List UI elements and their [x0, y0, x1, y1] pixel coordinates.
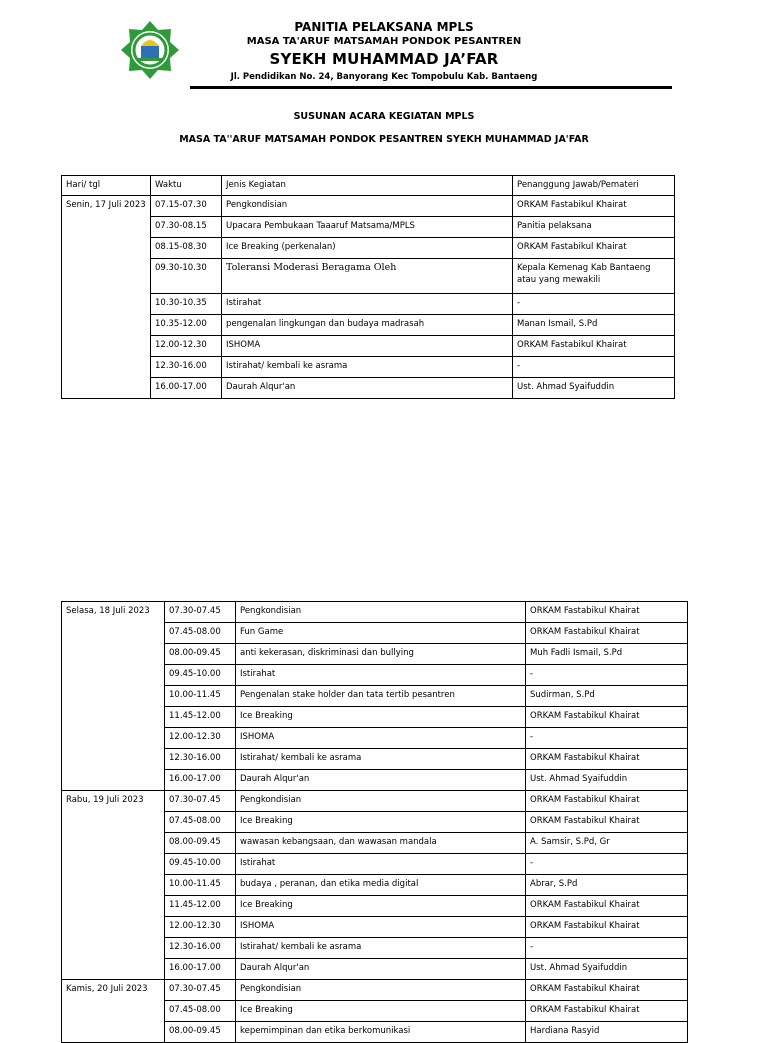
activity-cell: Daurah Alqur'an	[236, 959, 526, 980]
time-cell: 12.30-16.00	[165, 749, 236, 770]
time-cell: 10.00-11.45	[165, 686, 236, 707]
time-cell: 07.30-07.45	[165, 791, 236, 812]
responsible-cell: ORKAM Fastabikul Khairat	[526, 623, 688, 644]
table-row	[62, 357, 675, 378]
activity-cell: Ice Breaking	[236, 1001, 526, 1022]
time-cell: 07.45-08.00	[165, 1001, 236, 1022]
time-cell: 12.00-12.30	[165, 917, 236, 938]
document-subtitle: MASA TA''ARUF MATSAMAH PONDOK PESANTREN SYEKH MUHAMMAD JA'FAR	[179, 134, 589, 145]
responsible-cell: Muh Fadli Ismail, S.Pd	[526, 644, 688, 665]
header-day: Hari/ tgl	[62, 176, 151, 196]
activity-cell: Istirahat/ kembali ke asrama	[236, 938, 526, 959]
responsible-cell: ORKAM Fastabikul Khairat	[526, 749, 688, 770]
time-cell: 16.00-17.00	[151, 378, 222, 399]
institution-address: Jl. Pendidikan No. 24, Banyorang Kec Tompobulu Kab. Bantaeng	[230, 72, 538, 82]
schedule-table-continued	[61, 601, 688, 1043]
day-cell: Rabu, 19 Juli 2023	[62, 791, 165, 980]
activity-cell: Ice Breaking (perkenalan)	[222, 238, 513, 259]
table-row	[62, 259, 675, 294]
time-cell: 12.30-16.00	[165, 938, 236, 959]
table-header-row	[62, 176, 675, 196]
letterhead	[0, 0, 768, 92]
time-cell: 07.30-07.45	[165, 980, 236, 1001]
institution-name: SYEKH MUHAMMAD JA’FAR	[269, 50, 499, 68]
time-cell: 10.30-10.35	[151, 294, 222, 315]
event-name: MASA TA'ARUF MATSAMAH PONDOK PESANTREN	[246, 36, 522, 47]
activity-cell: Ice Breaking	[236, 812, 526, 833]
table-row	[62, 336, 675, 357]
committee-name: PANITIA PELAKSANA MPLS	[294, 20, 474, 34]
table-row	[62, 294, 675, 315]
day-cell: Kamis, 20 Juli 2023	[62, 980, 165, 1043]
responsible-cell: Ust. Ahmad Syaifuddin	[526, 770, 688, 791]
responsible-cell: Ust. Ahmad Syaifuddin	[513, 378, 675, 399]
activity-cell: Upacara Pembukaan Taaaruf Matsama/MPLS	[222, 217, 513, 238]
activity-cell: Pengkondisian	[236, 602, 526, 623]
responsible-cell: ORKAM Fastabikul Khairat	[526, 917, 688, 938]
table-row	[62, 196, 675, 217]
time-cell: 12.00-12.30	[165, 728, 236, 749]
header-responsible: Penanggung Jawab/Pemateri	[513, 176, 675, 196]
time-cell: 09.45-10.00	[165, 854, 236, 875]
responsible-cell: -	[526, 854, 688, 875]
table-row	[62, 602, 688, 623]
time-cell: 07.45-08.00	[165, 623, 236, 644]
responsible-cell: ORKAM Fastabikul Khairat	[526, 1001, 688, 1022]
table-row	[62, 791, 688, 812]
activity-cell: Ice Breaking	[236, 707, 526, 728]
activity-cell: Istirahat/ kembali ke asrama	[236, 749, 526, 770]
responsible-cell: Kepala Kemenag Kab Bantaeng atau yang mewakili	[513, 259, 675, 294]
table-row	[62, 980, 688, 1001]
time-cell: 07.15-07.30	[151, 196, 222, 217]
activity-cell: Istirahat	[236, 665, 526, 686]
activity-cell: Pengkondisian	[236, 980, 526, 1001]
activity-cell: Daurah Alqur'an	[236, 770, 526, 791]
responsible-cell: ORKAM Fastabikul Khairat	[513, 196, 675, 217]
responsible-cell: Manan Ismail, S.Pd	[513, 315, 675, 336]
header-divider	[190, 86, 672, 89]
day-cell: Selasa, 18 Juli 2023	[62, 602, 165, 791]
time-cell: 16.00-17.00	[165, 959, 236, 980]
responsible-cell: ORKAM Fastabikul Khairat	[526, 812, 688, 833]
activity-cell: Daurah Alqur'an	[222, 378, 513, 399]
responsible-cell: ORKAM Fastabikul Khairat	[513, 336, 675, 357]
document-title: SUSUNAN ACARA KEGIATAN MPLS	[293, 111, 475, 122]
time-cell: 09.45-10.00	[165, 665, 236, 686]
time-cell: 08.00-09.45	[165, 644, 236, 665]
responsible-cell: ORKAM Fastabikul Khairat	[526, 602, 688, 623]
header-time: Waktu	[151, 176, 222, 196]
activity-cell: Istirahat	[236, 854, 526, 875]
responsible-cell: -	[526, 728, 688, 749]
time-cell: 16.00-17.00	[165, 770, 236, 791]
activity-cell: anti kekerasan, diskriminasi dan bullying	[236, 644, 526, 665]
table-row	[62, 378, 675, 399]
activity-cell: Toleransi Moderasi Beragama Oleh	[222, 259, 513, 294]
responsible-cell: ORKAM Fastabikul Khairat	[526, 896, 688, 917]
responsible-cell: -	[513, 357, 675, 378]
table-row	[62, 315, 675, 336]
time-cell: 10.00-11.45	[165, 875, 236, 896]
activity-cell: Istirahat	[222, 294, 513, 315]
time-cell: 08.00-09.45	[165, 1022, 236, 1043]
responsible-cell: A. Samsir, S.Pd, Gr	[526, 833, 688, 854]
responsible-cell: -	[526, 665, 688, 686]
responsible-cell: Ust. Ahmad Syaifuddin	[526, 959, 688, 980]
activity-cell: Pengkondisian	[222, 196, 513, 217]
time-cell: 12.00-12.30	[151, 336, 222, 357]
responsible-cell: Sudirman, S.Pd	[526, 686, 688, 707]
time-cell: 08.00-09.45	[165, 833, 236, 854]
time-cell: 11.45-12.00	[165, 707, 236, 728]
activity-cell: wawasan kebangsaan, dan wawasan mandala	[236, 833, 526, 854]
responsible-cell: Hardiana Rasyid	[526, 1022, 688, 1043]
responsible-cell: ORKAM Fastabikul Khairat	[513, 238, 675, 259]
time-cell: 09.30-10.30	[151, 259, 222, 294]
activity-cell: Ice Breaking	[236, 896, 526, 917]
time-cell: 12.30-16.00	[151, 357, 222, 378]
responsible-cell: -	[526, 938, 688, 959]
responsible-cell: -	[513, 294, 675, 315]
responsible-cell: ORKAM Fastabikul Khairat	[526, 980, 688, 1001]
activity-cell: Fun Game	[236, 623, 526, 644]
activity-cell: ISHOMA	[222, 336, 513, 357]
responsible-cell: Panitia pelaksana	[513, 217, 675, 238]
responsible-cell: Abrar, S.Pd	[526, 875, 688, 896]
activity-cell: ISHOMA	[236, 728, 526, 749]
activity-cell: ISHOMA	[236, 917, 526, 938]
responsible-cell: ORKAM Fastabikul Khairat	[526, 707, 688, 728]
responsible-cell: ORKAM Fastabikul Khairat	[526, 791, 688, 812]
activity-cell: Istirahat/ kembali ke asrama	[222, 357, 513, 378]
day-cell: Senin, 17 Juli 2023	[62, 196, 151, 399]
schedule-table-day1	[61, 175, 675, 399]
activity-cell: kepemimpinan dan etika berkomunikasi	[236, 1022, 526, 1043]
activity-cell: pengenalan lingkungan dan budaya madrasah	[222, 315, 513, 336]
activity-cell: Pengkondisian	[236, 791, 526, 812]
time-cell: 07.30-08.15	[151, 217, 222, 238]
time-cell: 07.30-07.45	[165, 602, 236, 623]
time-cell: 07.45-08.00	[165, 812, 236, 833]
table-row	[62, 217, 675, 238]
activity-cell: Pengenalan stake holder dan tata tertib pesantren	[236, 686, 526, 707]
header-activity: Jenis Kegiatan	[222, 176, 513, 196]
time-cell: 08.15-08.30	[151, 238, 222, 259]
time-cell: 11.45-12.00	[165, 896, 236, 917]
table-row	[62, 238, 675, 259]
activity-cell: budaya , peranan, dan etika media digital	[236, 875, 526, 896]
time-cell: 10.35-12.00	[151, 315, 222, 336]
